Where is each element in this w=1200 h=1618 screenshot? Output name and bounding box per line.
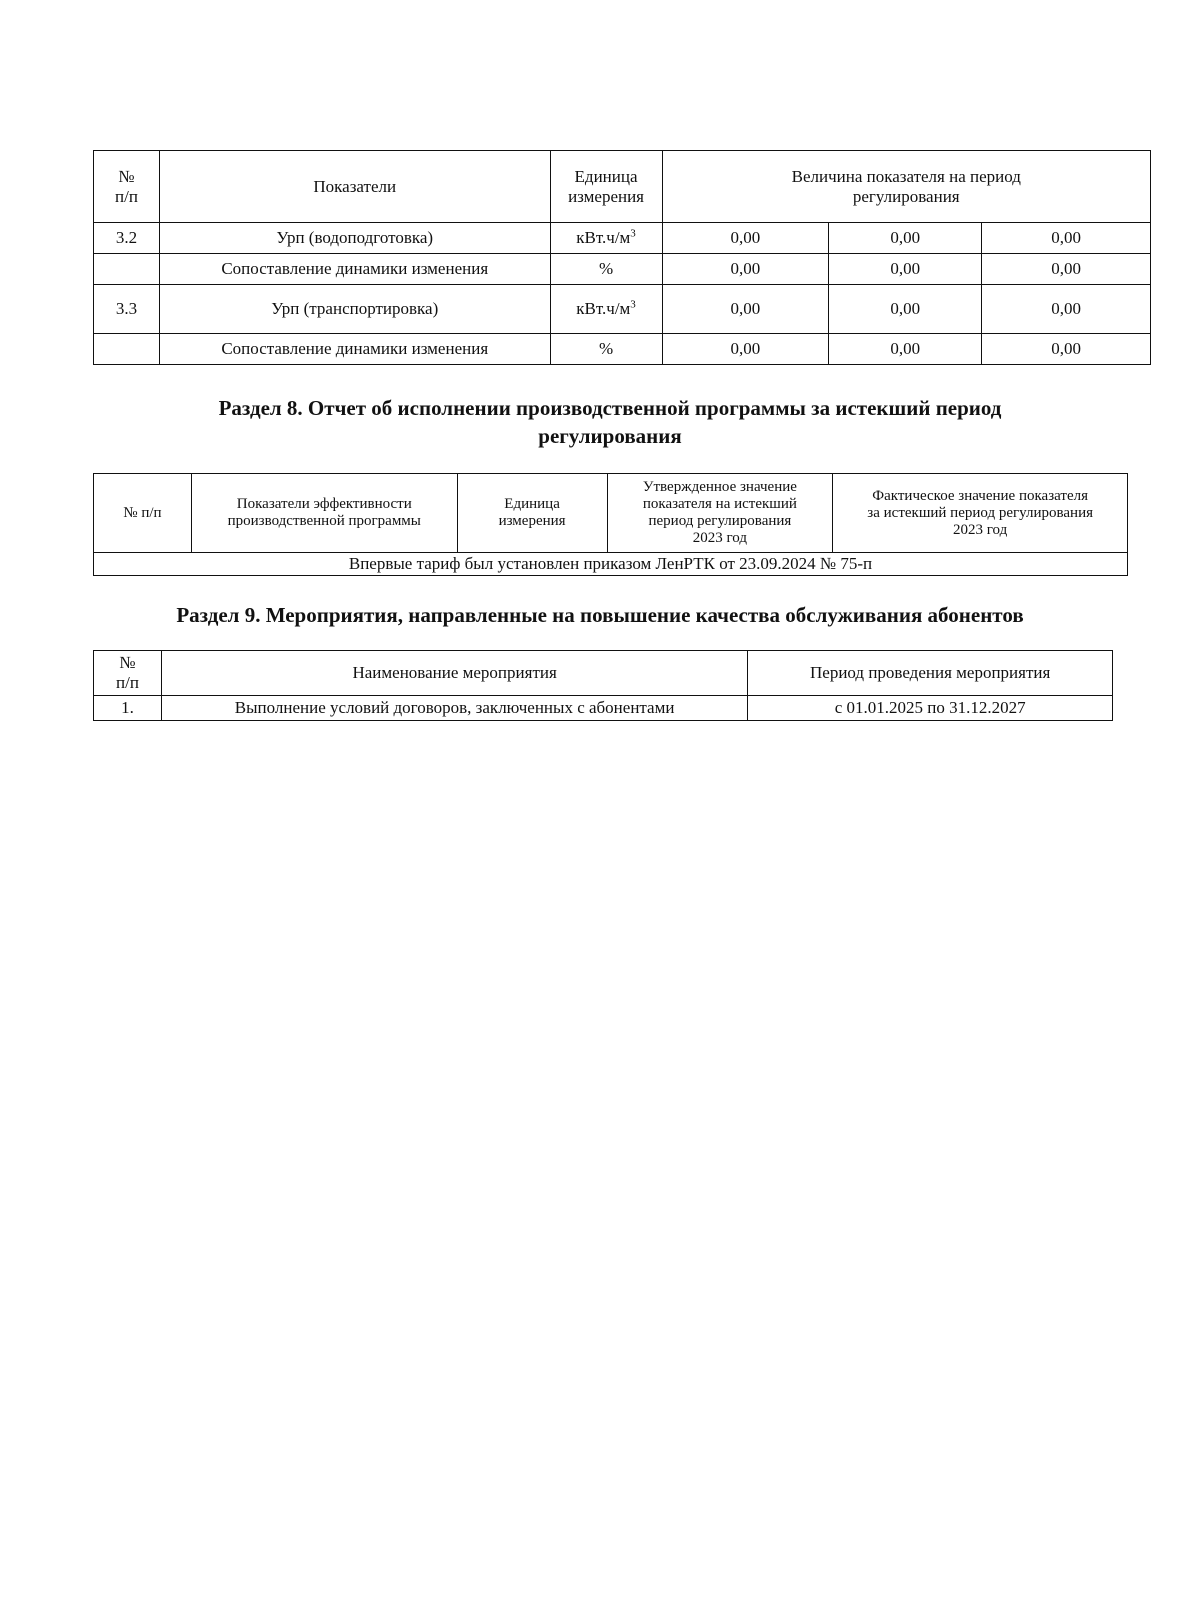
table-row bbox=[94, 334, 1151, 365]
header-value: Величина показателя на период регулирования bbox=[662, 151, 1150, 223]
header-name: Наименование мероприятия bbox=[161, 651, 747, 696]
header-approved: Утвержденное значение показателя на истекший период регулирования 2023 год bbox=[607, 474, 833, 553]
table-row bbox=[94, 254, 1151, 285]
table-header-row bbox=[94, 651, 1113, 696]
row-unit: $кВт.ч/м^3$ bbox=[550, 285, 662, 334]
row-value-1: 0,00 bbox=[662, 285, 829, 334]
production-program-report-table bbox=[93, 473, 1128, 576]
tariff-note: Впервые тариф был установлен приказом ЛенРТК от 23.09.2024 № 75-п bbox=[94, 553, 1128, 576]
header-num: № п/п bbox=[94, 151, 160, 223]
row-value-3: 0,00 bbox=[982, 334, 1151, 365]
row-name: Сопоставление динамики изменения bbox=[159, 334, 550, 365]
table-row bbox=[94, 553, 1128, 576]
row-num bbox=[94, 254, 160, 285]
header-actual: Фактическое значение показателя за истекший период регулирования 2023 год bbox=[833, 474, 1128, 553]
row-unit: % bbox=[550, 254, 662, 285]
table-row bbox=[94, 223, 1151, 254]
row-value-3: 0,00 bbox=[982, 285, 1151, 334]
row-value-2: 0,00 bbox=[829, 285, 982, 334]
row-value-2: 0,00 bbox=[829, 223, 982, 254]
row-unit: $кВт.ч/м^3$ bbox=[550, 223, 662, 254]
header-unit: Единица измерения bbox=[550, 151, 662, 223]
row-value-3: 0,00 bbox=[982, 254, 1151, 285]
row-value-2: 0,00 bbox=[829, 334, 982, 365]
row-value-1: 0,00 bbox=[662, 223, 829, 254]
table-row bbox=[94, 285, 1151, 334]
row-value-2: 0,00 bbox=[829, 254, 982, 285]
header-unit: Единица измерения bbox=[457, 474, 607, 553]
header-period: Период проведения мероприятия bbox=[748, 651, 1113, 696]
energy-indicators-table bbox=[93, 150, 1151, 365]
row-value-3: 0,00 bbox=[982, 223, 1151, 254]
table-header-row bbox=[94, 151, 1151, 223]
header-num: № п/п bbox=[94, 474, 192, 553]
row-value-1: 0,00 bbox=[662, 334, 829, 365]
row-name: Урп (транспортировка) bbox=[159, 285, 550, 334]
section9-heading: Раздел 9. Мероприятия, направленные на повышение качества обслуживания абонентов bbox=[176, 603, 1024, 627]
header-indicators: Показатели эффективности производственной программы bbox=[191, 474, 457, 553]
row-name: Сопоставление динамики изменения bbox=[159, 254, 550, 285]
header-indicators: Показатели bbox=[159, 151, 550, 223]
table-header-row bbox=[94, 474, 1128, 553]
row-num: 3.3 bbox=[94, 285, 160, 334]
row-name: Урп (водоподготовка) bbox=[159, 223, 550, 254]
row-num: 3.2 bbox=[94, 223, 160, 254]
section8-heading: Раздел 8. Отчет об исполнении производственной программы за истекший период регулирования bbox=[218, 396, 1002, 448]
row-name: Выполнение условий договоров, заключенных с абонентами bbox=[161, 696, 747, 721]
row-num: 1. bbox=[94, 696, 162, 721]
row-period: с 01.01.2025 по 31.12.2027 bbox=[748, 696, 1113, 721]
service-quality-measures-table bbox=[93, 650, 1113, 721]
table-row bbox=[94, 696, 1113, 721]
header-num: № п/п bbox=[94, 651, 162, 696]
row-unit: % bbox=[550, 334, 662, 365]
row-num bbox=[94, 334, 160, 365]
row-value-1: 0,00 bbox=[662, 254, 829, 285]
